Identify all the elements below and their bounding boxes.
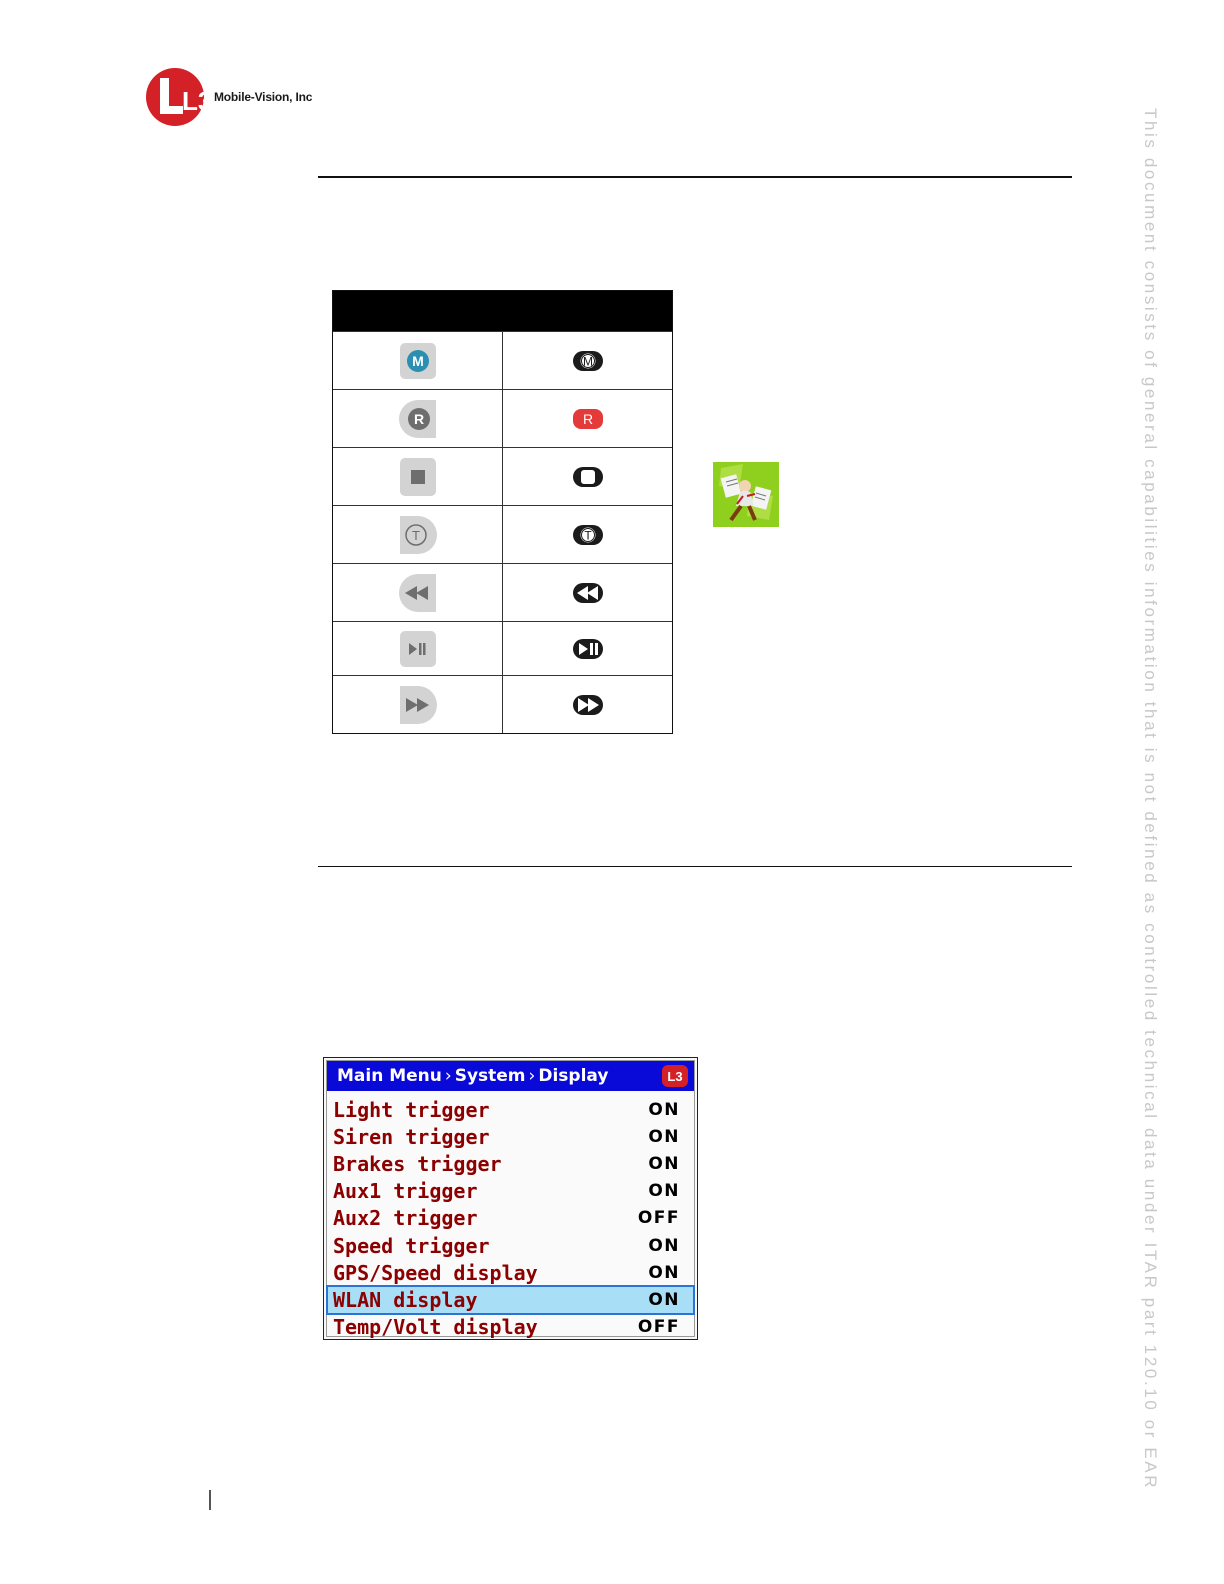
menu-item-wlan-display[interactable]	[327, 1286, 694, 1313]
m-button-icon-dark	[572, 350, 604, 372]
l3-logo-mark	[142, 66, 213, 128]
menu-item-brakes-trigger[interactable]	[327, 1150, 694, 1177]
table-cell	[503, 390, 672, 447]
note-icon	[713, 462, 779, 527]
menu-item-label: WLAN display	[333, 1287, 478, 1312]
settings-list	[327, 1096, 694, 1341]
menu-item-label: Light trigger	[333, 1097, 490, 1122]
menu-item-label: Temp/Volt display	[333, 1315, 538, 1340]
svg-text:T: T	[411, 527, 420, 543]
logo-number: L3	[182, 86, 213, 116]
breadcrumb-display: Display	[538, 1066, 609, 1086]
table-cell	[333, 564, 503, 621]
svg-text:R: R	[413, 410, 424, 427]
r-button-icon-gray	[398, 399, 438, 439]
menu-item-label: Siren trigger	[333, 1124, 490, 1149]
menu-item-label: Aux2 trigger	[333, 1206, 478, 1231]
m-button-icon-gray	[399, 342, 437, 380]
menu-item-aux2-trigger[interactable]	[327, 1205, 694, 1232]
table-cell	[333, 622, 503, 675]
menu-item-value: ON	[648, 1099, 680, 1120]
table-cell	[333, 332, 503, 389]
breadcrumb-system[interactable]: System	[454, 1066, 526, 1086]
svg-text:M: M	[582, 354, 593, 368]
menu-item-siren-trigger[interactable]	[327, 1123, 694, 1150]
export-control-notice: This document consists of general capabilities information that is not defined as controlled technical data under ITAR part 120.10 or EAR	[1141, 108, 1160, 1491]
table-cell	[503, 506, 672, 563]
t-button-icon-gray	[398, 515, 438, 555]
menu-item-light-trigger[interactable]	[327, 1096, 694, 1123]
chevron-right-icon: ›	[444, 1066, 452, 1086]
svg-text:M: M	[411, 352, 424, 369]
table-row	[333, 447, 672, 505]
table-row	[333, 621, 672, 675]
stop-button-icon-gray	[399, 457, 437, 497]
menu-item-value: ON	[648, 1235, 680, 1256]
rewind-button-icon-gray	[398, 573, 438, 613]
menu-item-label: Speed trigger	[333, 1233, 490, 1258]
stop-button-icon-dark	[572, 466, 604, 488]
table-cell	[333, 676, 503, 733]
table-row	[333, 331, 672, 389]
menu-item-value: OFF	[637, 1208, 680, 1229]
table-cell	[333, 506, 503, 563]
screen-frame	[326, 1060, 695, 1340]
menu-item-label: Aux1 trigger	[333, 1179, 478, 1204]
menu-item-value: ON	[648, 1126, 680, 1147]
svg-text:T: T	[583, 528, 592, 542]
t-button-icon-dark	[572, 524, 604, 546]
table-row	[333, 389, 672, 447]
table-cell	[503, 622, 672, 675]
menu-item-aux1-trigger[interactable]	[327, 1178, 694, 1205]
table-cell	[333, 390, 503, 447]
menu-item-label: Brakes trigger	[333, 1151, 502, 1176]
table-cell	[333, 448, 503, 505]
table-row	[333, 563, 672, 621]
page-footer-bar	[209, 1490, 211, 1510]
chevron-right-icon: ›	[528, 1066, 536, 1086]
table-row	[333, 505, 672, 563]
menu-item-value: ON	[648, 1262, 680, 1283]
company-name: Mobile-Vision, Inc	[214, 90, 313, 104]
table-cell	[503, 448, 672, 505]
company-logo	[142, 66, 342, 130]
section-divider	[318, 866, 1072, 867]
button-comparison-table	[332, 290, 673, 734]
fast-forward-button-icon-gray	[398, 685, 438, 725]
display-menu-screenshot	[323, 1057, 698, 1340]
breadcrumb	[327, 1061, 694, 1091]
svg-text:L3: L3	[667, 1069, 683, 1084]
menu-item-value: ON	[648, 1153, 680, 1174]
menu-item-label: GPS/Speed display	[333, 1260, 538, 1285]
menu-item-gps-speed-display[interactable]	[327, 1259, 694, 1286]
table-cell	[503, 676, 672, 733]
table-row	[333, 675, 672, 733]
table-cell	[503, 332, 672, 389]
menu-item-value: ON	[648, 1289, 680, 1310]
fast-forward-button-icon-dark	[572, 694, 604, 716]
svg-text:R: R	[582, 410, 593, 427]
breadcrumb-main-menu[interactable]: Main Menu	[337, 1066, 442, 1086]
play-pause-button-icon-gray	[399, 630, 437, 668]
menu-item-speed-trigger[interactable]	[327, 1232, 694, 1259]
table-header	[333, 291, 672, 331]
rewind-button-icon-dark	[572, 582, 604, 604]
menu-item-value: OFF	[637, 1317, 680, 1338]
table-cell	[503, 564, 672, 621]
r-button-icon-red	[572, 408, 604, 430]
l3-badge-icon	[662, 1065, 688, 1087]
top-divider	[318, 176, 1072, 178]
menu-item-value: ON	[648, 1181, 680, 1202]
play-pause-button-icon-dark	[572, 638, 604, 660]
menu-item-temp-volt-display[interactable]	[327, 1314, 694, 1341]
